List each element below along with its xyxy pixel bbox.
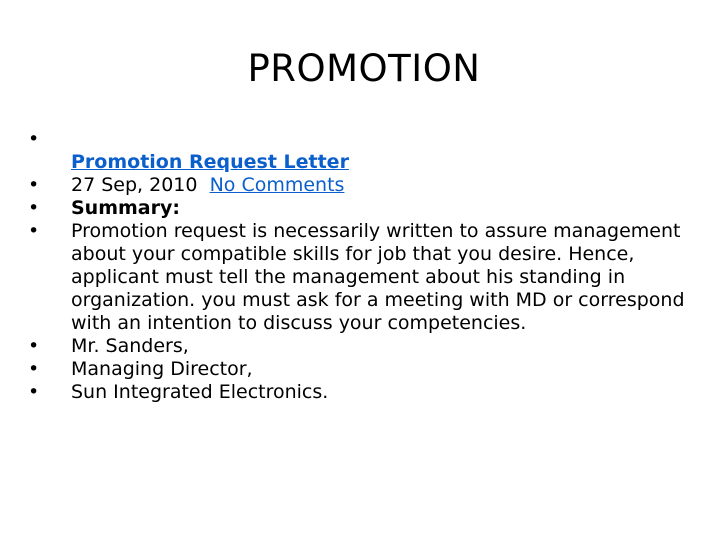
bullet-list bbox=[26, 128, 706, 404]
addressee-name: Mr. Sanders, bbox=[71, 335, 189, 357]
bullet-icon: • bbox=[28, 220, 40, 242]
article-link[interactable]: Promotion Request Letter bbox=[71, 151, 349, 173]
list-item-summary-text bbox=[26, 220, 706, 335]
post-date: 27 Sep, 2010 bbox=[71, 174, 198, 196]
addressee-title: Managing Director, bbox=[71, 358, 253, 380]
bullet-icon: • bbox=[28, 128, 40, 150]
slide-title: PROMOTION bbox=[247, 47, 481, 90]
list-item-summary-label bbox=[26, 197, 706, 220]
bullet-icon: • bbox=[28, 197, 40, 219]
comments-link[interactable]: No Comments bbox=[209, 174, 345, 196]
bullet-icon: • bbox=[28, 358, 40, 380]
summary-label: Summary: bbox=[71, 197, 180, 219]
blank-line bbox=[71, 128, 706, 151]
list-item-addressee-company bbox=[26, 381, 706, 404]
bullet-icon: • bbox=[28, 174, 40, 196]
summary-text: Promotion request is necessarily written to assure management about your compatible skills for job that you desire. Hence, applicant must tell the management about his standing in organization. you must ask for a meeting with MD or correspond with an intention to discuss your competencies. bbox=[71, 220, 685, 334]
bullet-icon: • bbox=[28, 381, 40, 403]
list-item-addressee-title bbox=[26, 358, 706, 381]
bullet-icon: • bbox=[28, 335, 40, 357]
list-item-date bbox=[26, 174, 706, 197]
addressee-company: Sun Integrated Electronics. bbox=[71, 381, 329, 403]
list-item-article-link bbox=[26, 128, 706, 174]
list-item-addressee-name bbox=[26, 335, 706, 358]
